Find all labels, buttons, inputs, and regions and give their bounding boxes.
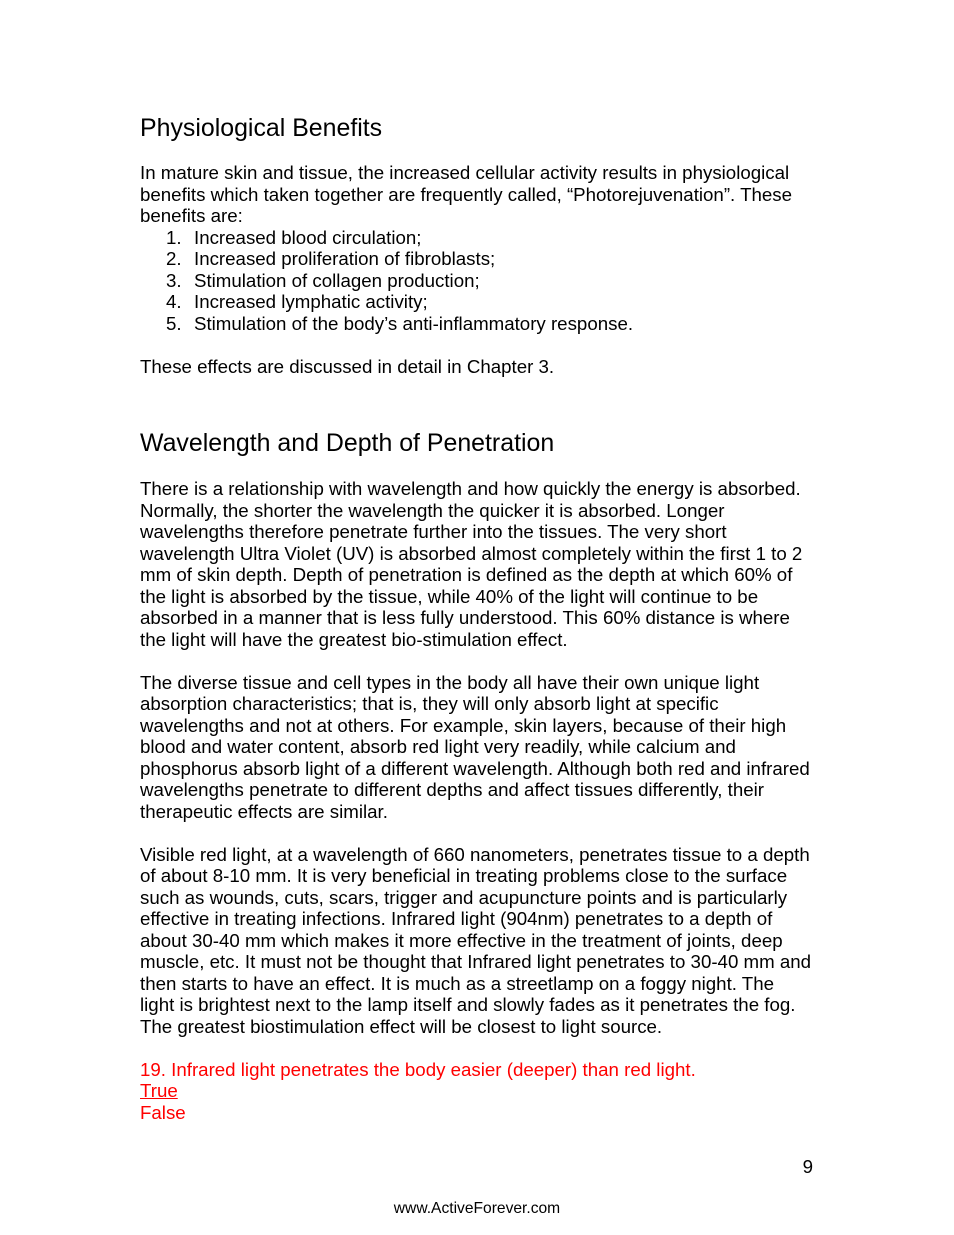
- paragraph-line: blood and water content, absorb red light very readily, while calcium and: [140, 736, 736, 757]
- list-item: [140, 270, 792, 292]
- paragraph-line: light is brightest next to the lamp itself and slowly fades as it penetrates the fog.: [140, 994, 796, 1015]
- benefits-list: [140, 227, 792, 335]
- paragraph: [140, 672, 811, 823]
- paragraph-line: wavelengths penetrate to different depths and affect tissues differently, their: [140, 779, 765, 800]
- section-heading-physiological-benefits: Physiological Benefits: [140, 114, 383, 142]
- page-footer: www.ActiveForever.com: [393, 1200, 561, 1217]
- list-text: Stimulation of collagen production;: [194, 269, 480, 291]
- quiz-option-row: [140, 1102, 811, 1124]
- paragraph-line: of about 8-10 mm. It is very beneficial in treating problems close to the surface: [140, 865, 788, 886]
- quiz-question-block: [140, 1059, 811, 1124]
- paragraph-line: the light will have the greatest bio-stimulation effect.: [140, 628, 568, 650]
- list-number: 3.: [166, 269, 182, 291]
- list-number: 5.: [166, 312, 182, 334]
- paragraph-line: effective in treating infections. Infrared light (904nm) penetrates to a depth of: [140, 908, 773, 929]
- paragraph-line: absorbed in a manner that is less fully understood. This 60% distance is where: [140, 607, 790, 628]
- paragraph-line: benefits which taken together are frequently called, “Photorejuvenation”. These: [140, 183, 793, 205]
- list-item: [140, 248, 792, 270]
- list-number: 2.: [166, 248, 182, 269]
- paragraph-line: mm of skin depth. Depth of penetration is defined as the depth at which 60% of: [140, 564, 793, 585]
- list-item: [140, 313, 792, 335]
- paragraph-line: absorption characteristics; that is, they will only absorb light at specific: [140, 693, 719, 714]
- paragraph-line: Visible red light, at a wavelength of 660 nanometers, penetrates tissue to a depth: [140, 843, 810, 865]
- paragraph-line: therapeutic effects are similar.: [140, 800, 388, 822]
- section-heading-wavelength: Wavelength and Depth of Penetration: [140, 429, 555, 457]
- paragraph-line: wavelength Ultra Violet (UV) is absorbed almost completely within the first 1 to 2: [140, 542, 803, 564]
- paragraph-line: muscle, etc. It must not be thought that Infrared light penetrates to 30-40 mm and: [140, 951, 812, 972]
- closing-sentence: These effects are discussed in detail in Chapter 3.: [140, 355, 555, 377]
- list-item: [140, 227, 792, 249]
- list-text: Increased lymphatic activity;: [194, 291, 428, 312]
- paragraph-line: There is a relationship with wavelength and how quickly the energy is absorbed.: [140, 478, 801, 499]
- paragraph-line: wavelengths therefore penetrate further into the tissues. The very short: [140, 521, 727, 542]
- paragraph-line: The diverse tissue and cell types in the body all have their own unique light: [140, 671, 760, 693]
- paragraph-line: about 30-40 mm which makes it more effective in the treatment of joints, deep: [140, 929, 783, 951]
- page-number: 9: [802, 1156, 813, 1177]
- list-number: 4.: [166, 291, 182, 312]
- paragraph-line: phosphorus absorb light of a different wavelength. Although both red and infrared: [140, 757, 810, 779]
- paragraph-line: The greatest biostimulation effect will be closest to light source.: [140, 1015, 663, 1037]
- quiz-option-false[interactable]: False: [140, 1101, 186, 1123]
- list-text: Increased blood circulation;: [194, 226, 422, 248]
- paragraph-line: Normally, the shorter the wavelength the quicker it is absorbed. Longer: [140, 499, 725, 521]
- list-number: 1.: [166, 226, 182, 248]
- paragraph-line: such as wounds, cuts, scars, trigger and acupuncture points and is particularly: [140, 886, 788, 908]
- paragraph-line: In mature skin and tissue, the increased cellular activity results in physiological: [140, 162, 790, 183]
- list-text: Stimulation of the body’s anti-inflammatory response.: [194, 312, 634, 334]
- list-item: [140, 291, 792, 313]
- quiz-option-row: [140, 1080, 811, 1102]
- quiz-option-true[interactable]: True: [140, 1080, 178, 1101]
- paragraph: [140, 478, 811, 650]
- intro-paragraph: [140, 162, 792, 227]
- paragraph-line: the light is absorbed by the tissue, while 40% of the light will continue to be: [140, 585, 759, 607]
- paragraph-line: then starts to have an effect. It is much as a streetlamp on a foggy night. The: [140, 972, 775, 994]
- paragraph: [140, 844, 811, 1038]
- section-body-physiological-benefits: [140, 162, 792, 377]
- quiz-question: 19. Infrared light penetrates the body easier (deeper) than red light.: [140, 1058, 696, 1080]
- paragraph-line: wavelengths and not at others. For example, skin layers, because of their high: [140, 714, 787, 736]
- paragraph-line: benefits are:: [140, 205, 243, 226]
- section-body-wavelength: [140, 478, 811, 1123]
- list-text: Increased proliferation of fibroblasts;: [194, 248, 496, 269]
